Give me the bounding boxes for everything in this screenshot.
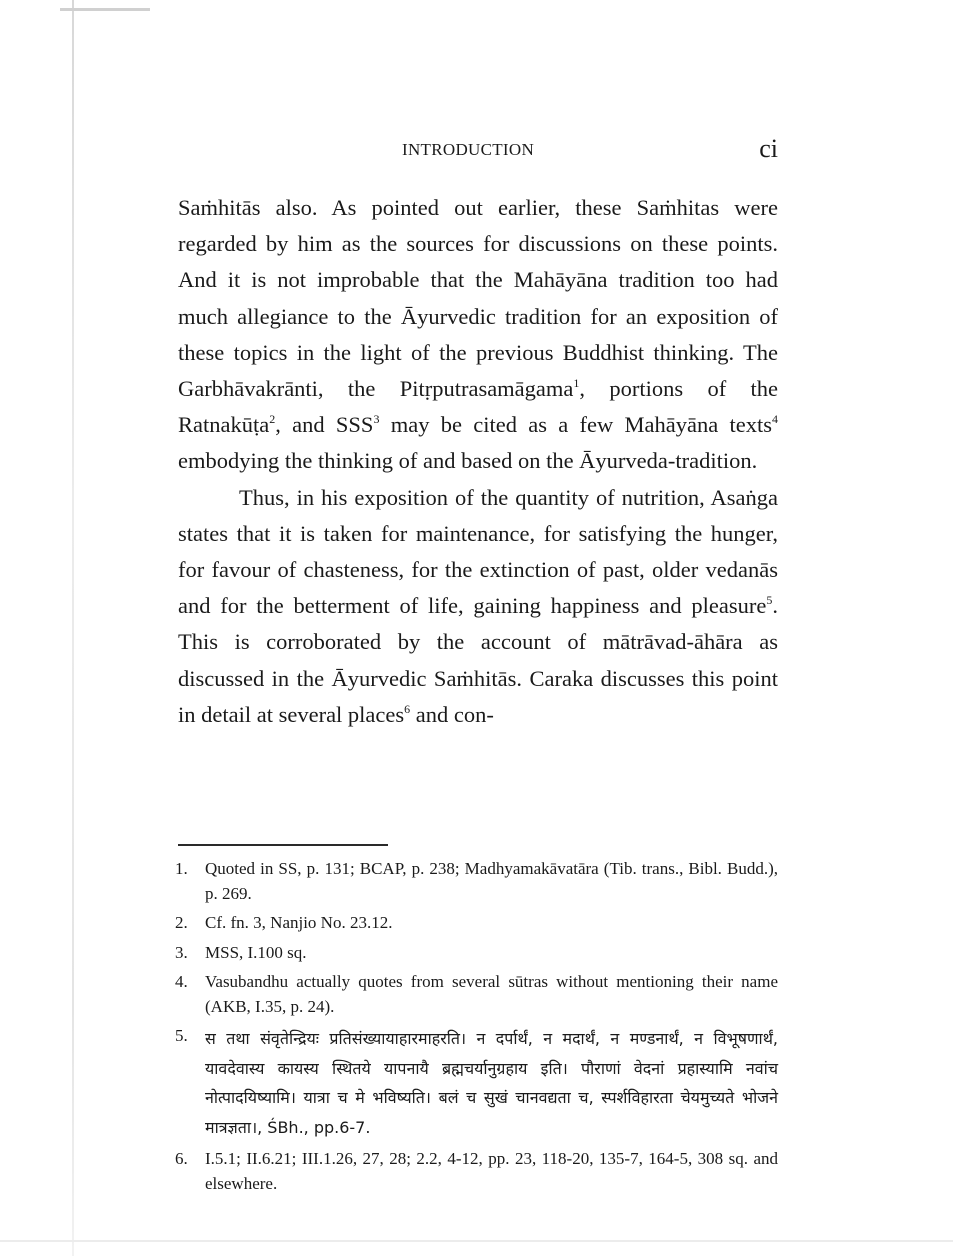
footnote-ref-6: 6 [404, 701, 411, 716]
footnote-6 [175, 1147, 778, 1196]
text-run: . This is corroborated by the account of mātrāvad-āhāra as discussed in the Āyurvedic Saṁhitās. Caraka discusses this point in detail at several places [178, 593, 778, 727]
footnote-text: Vasubandhu actually quotes from several sūtras without mentioning their name (AKB, I.35, p. 24). [205, 972, 778, 1016]
body-text [178, 190, 778, 733]
footnote-number: 3. [175, 942, 188, 962]
footnote-1 [175, 857, 778, 906]
text-run: Saṁhitās also. As pointed out earlier, these Saṁhitas were regarded by him as the sources for discussions on these points. And it is not improbable that the Mahāyāna tradition too had much allegiance to the Āyurvedic tradition for an exposition of these topics in the light of the previous Buddhist thinking. The Garbhāvakrānti, the Pitṛputrasamāgama [178, 195, 778, 402]
footnote-number: 2. [175, 913, 188, 932]
text-run: Thus, in his exposition of the quantity of nutrition, Asaṅga states that it is taken for maintenance, for satisfying the hunger, for favour of chasteness, for the extinction of past, older vedanās and for the betterment of life, gaining happiness and pleasure [178, 484, 778, 619]
footnote-text: MSS, I.100 sq. [205, 942, 307, 962]
footnote-text-sanskrit: स तथा संवृतेन्द्रियः प्रतिसंख्यायाहारमाहरति। न दर्पार्थं, न मदार्थं, न मण्डनार्थं, न विभूषणार्थं, यावदेवास्य कायस्य स्थितये यापनायै ब्रह्मचर्यानुग्रहाय इति। पौराणां वेदनां प्रहास्यामि नवांच नोत्पादयिष्यामि। यात्रा च मे भविष्यति। बलं च सुखं चानवद्यता च, स्पर्शविहारता चेयमुच्यते भोजने मात्रज्ञता।, ŚBh., pp.6-7. [205, 1029, 778, 1137]
footnote-4 [175, 970, 778, 1019]
scan-page-edge [72, 0, 74, 1256]
running-title: INTRODUCTION [402, 140, 535, 159]
paragraph-1 [178, 190, 778, 480]
footnote-text: Quoted in SS, p. 131; BCAP, p. 238; Madhyamakāvatāra (Tib. trans., Bibl. Budd.), p. 269. [205, 859, 778, 903]
footnote-ref-2: 2 [269, 412, 276, 427]
text-run: , portions of the Ratnakūṭa [178, 376, 778, 438]
footnote-ref-3: 3 [373, 412, 380, 427]
text-run: may be cited as a few Mahāyāna texts [379, 412, 772, 438]
footnote-number: 6. [175, 1149, 188, 1169]
footnote-2 [175, 911, 778, 936]
text-run: embodying the thinking of and based on the Āyurveda-tradition. [178, 448, 758, 474]
paragraph-2 [178, 480, 778, 733]
running-head [178, 136, 778, 166]
footnotes [175, 857, 778, 1201]
footnote-text: Cf. fn. 3, Nanjio No. 23.12. [205, 913, 393, 932]
footnote-number: 4. [175, 972, 188, 991]
footnote-ref-1: 1 [573, 376, 580, 391]
footnote-5 [175, 1024, 778, 1142]
footnote-number: 5. [175, 1026, 188, 1045]
scan-top-mark [60, 8, 150, 11]
footnote-ref-4: 4 [772, 412, 778, 427]
scan-bottom-edge [0, 1240, 953, 1242]
text-run: and con- [410, 701, 494, 727]
footnote-number: 1. [175, 859, 188, 878]
text-run: , and SSS [275, 412, 374, 438]
footnote-3 [175, 941, 778, 966]
footnote-text: I.5.1; II.6.21; III.1.26, 27, 28; 2.2, 4-12, pp. 23, 118-20, 135-7, 164-5, 308 sq. and elsewhere. [205, 1149, 778, 1193]
page-number: ci [759, 134, 778, 163]
footnote-rule [178, 844, 388, 846]
footnote-ref-5: 5 [766, 593, 773, 608]
